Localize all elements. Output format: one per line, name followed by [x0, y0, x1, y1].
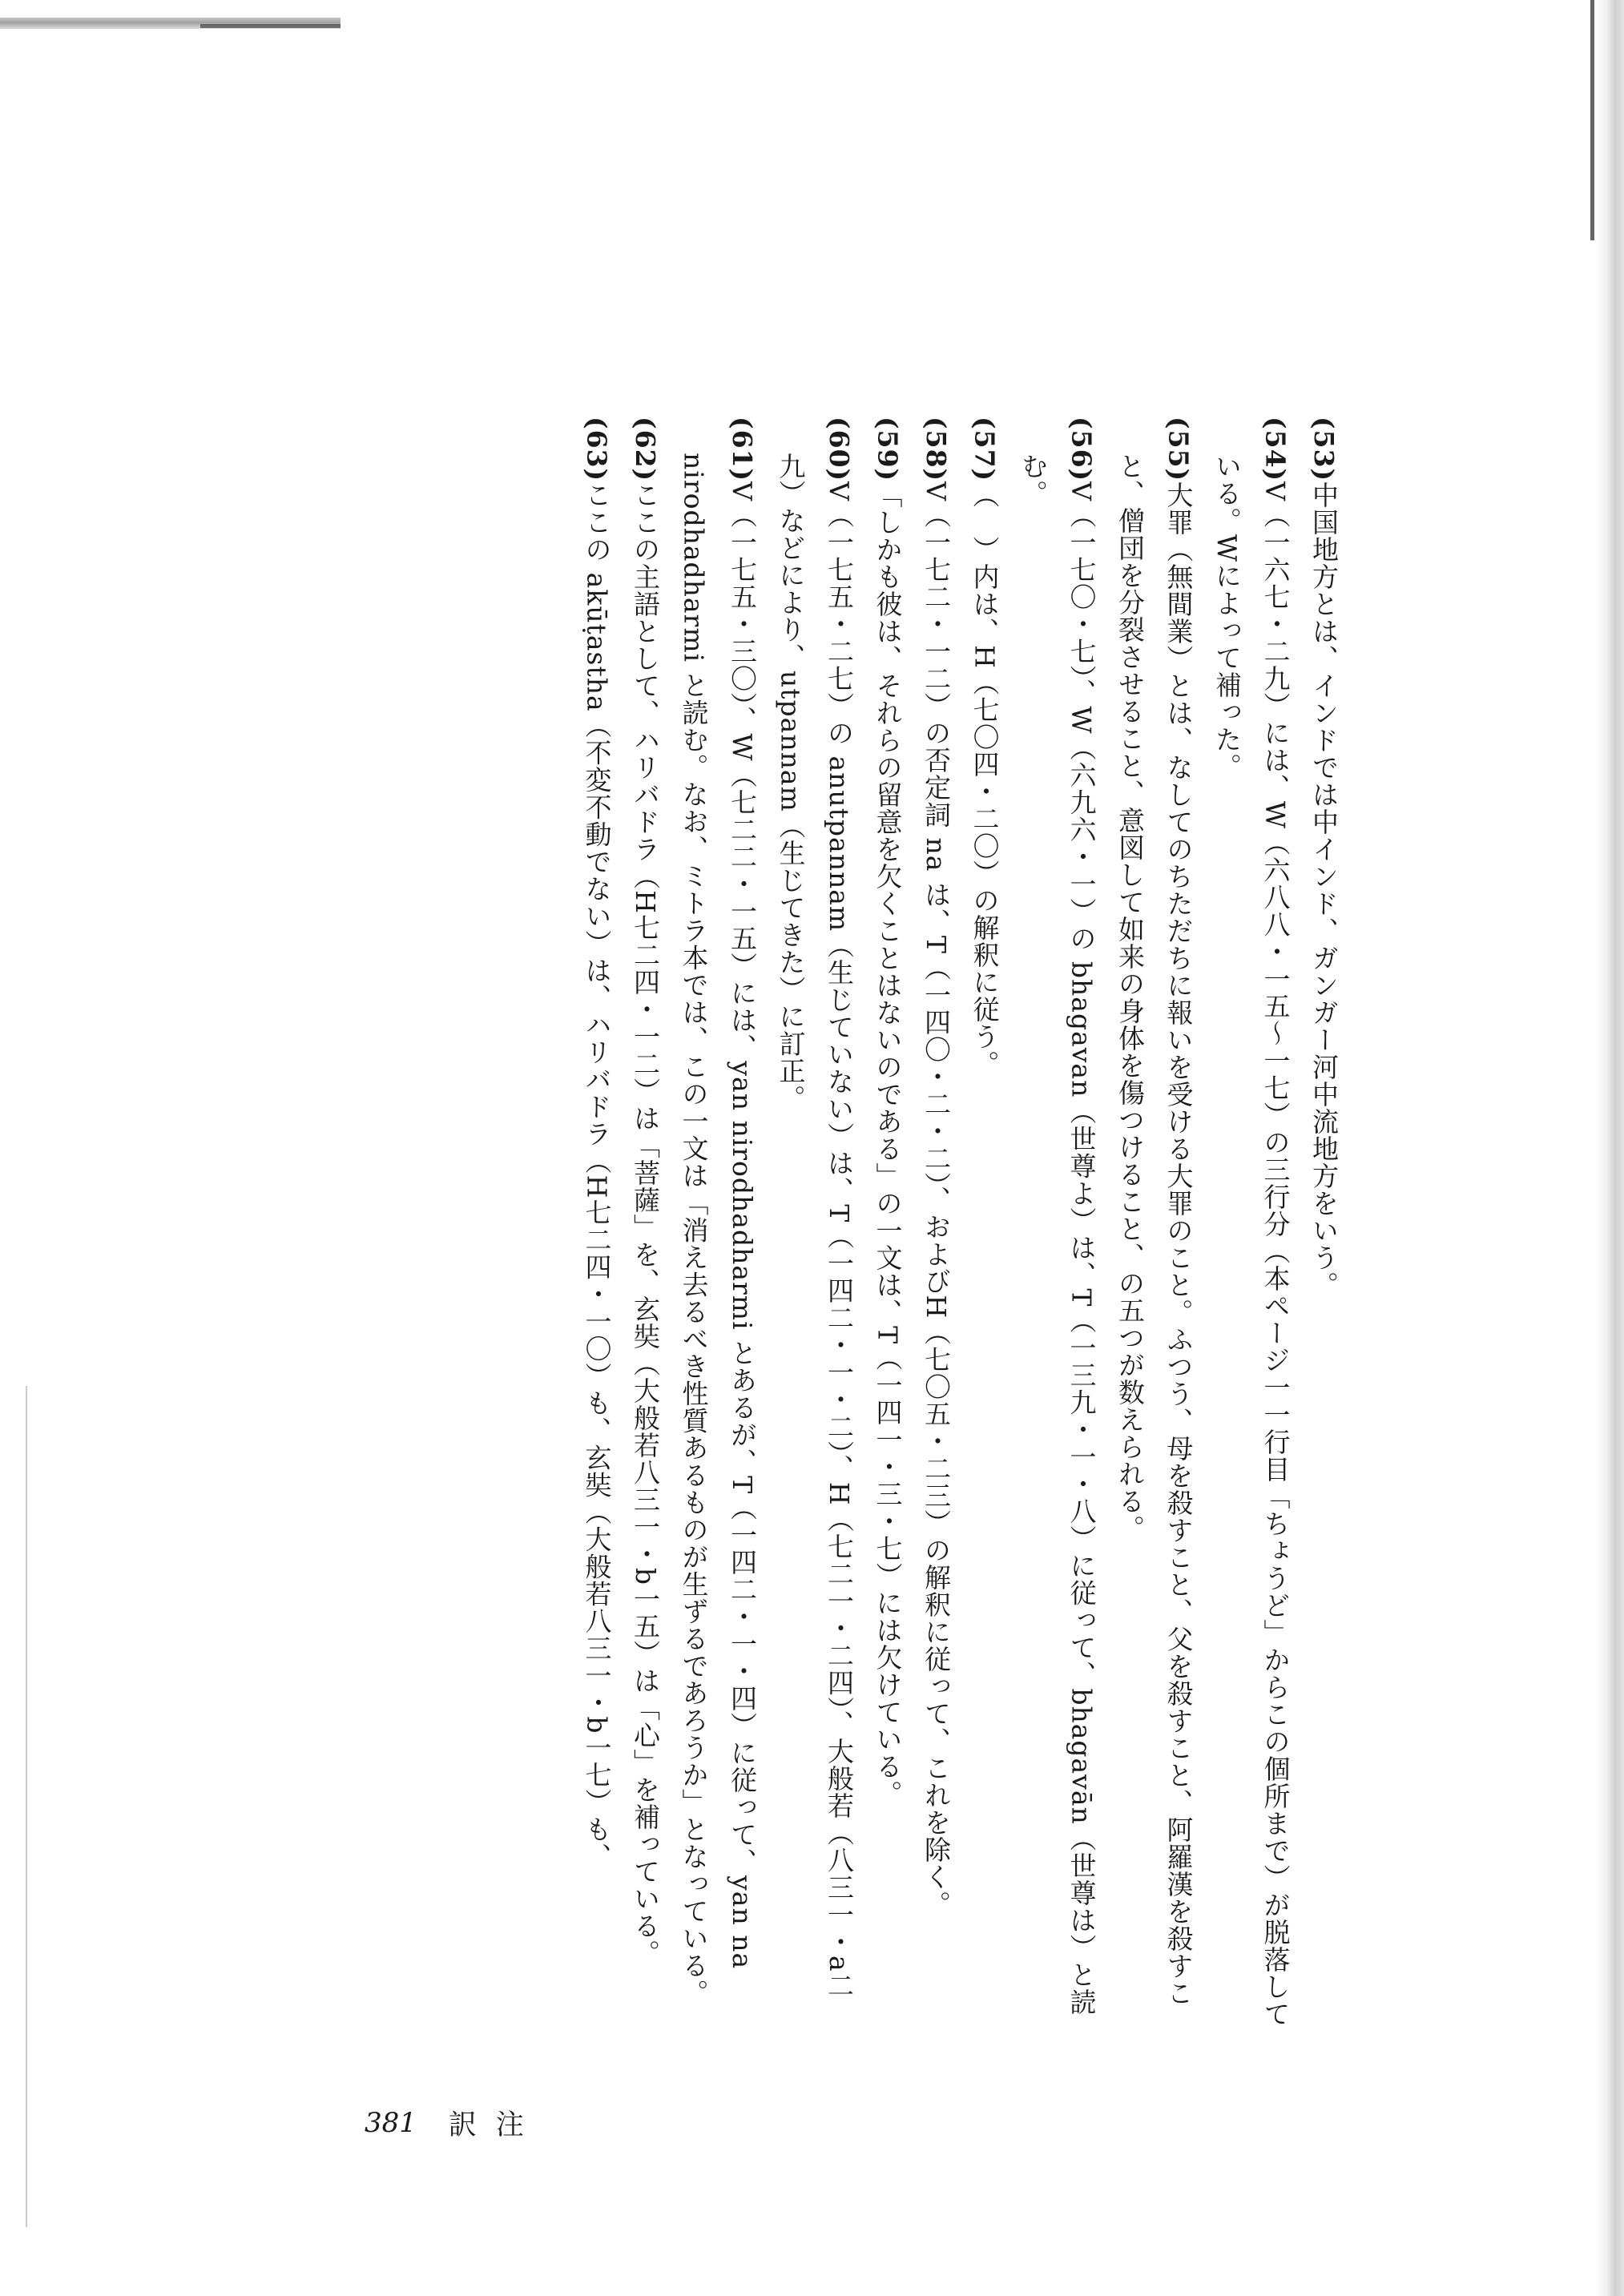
note-text: ここの akūṭastha（不変不動でない）は、ハリバドラ（H七二四・一〇）も、玄奘（大般若八三一・b一七）も、 [581, 481, 613, 1871]
note-number: (62) [630, 417, 661, 482]
note-text: V（一七〇・七）、W（六九六・一）の bhagavan（世尊よ）は、T（一三九・一・八）に従って、bhagavān（世尊は）と読む。 [1018, 452, 1098, 2016]
note-55 [1106, 417, 1203, 2035]
note-text: 大罪（無間業）とは、なしてのちただちに報いを受ける大罪のこと。ふつう、母を殺すこと、父を殺すこと、阿羅漢を殺すこと、僧団を分裂させること、意図して如来の身体を傷つけること、の五つが数えられる。 [1114, 452, 1195, 2008]
note-text: V（一七五・二七）の anutpannam（生じていない）は、T（一四二・一・二）、H（七二一・二四）、大般若（八三一・a二九）などにより、utpannam（生じてきた）に訂正。 [775, 452, 855, 2000]
note-number: (58) [921, 417, 952, 482]
note-text: 「しかも彼は、それらの留意を欠くことはないのである」の一文は、T（一四一・三・七）には欠けている。 [872, 481, 904, 1808]
page-number: 381 [365, 2107, 417, 2139]
note-text: ここの主語として、ハリバドラ（H七二四・一二）は「菩薩」を、玄奘（大般若八三一・b一五）は「心」を補っている。 [630, 481, 661, 1968]
note-62 [621, 417, 670, 2035]
note-53 [1300, 417, 1348, 2035]
note-text: 中国地方とは、インドでは中インド、ガンガー河中流地方をいう。 [1308, 481, 1340, 1299]
note-number: (63) [581, 417, 613, 482]
page-footer [365, 2103, 543, 2143]
scan-artifact-right-line [1590, 0, 1594, 240]
note-61 [669, 417, 766, 2035]
note-number: (60) [824, 417, 855, 482]
note-54 [1203, 417, 1300, 2035]
note-63 [572, 417, 621, 2035]
note-text: V（一六七・二九）には、W（六八八・一五〜一七）の三行分（本ページ一一行目「ちょうど」からこの個所まで）が脱落している。Wによって補った。 [1211, 452, 1292, 2028]
note-text: V（一七五・三〇）、W（七二二・一五）には、yan nirodhadharmi とあるが、T（一四二・一・四）に従って、yan na nirodhadharmi と読む。なお、ミトラ本では、この一文は「消え去るべき性質あるものが生ずるであろうか」となっている。 [678, 452, 758, 2007]
note-number: (61) [727, 417, 758, 482]
note-57 [960, 417, 1009, 2035]
note-text: V（一七二・一二）の否定詞 na は、T（一四〇・二・二）、およびH（七〇五・二三）の解釈に従って、これを除く。 [921, 481, 952, 1919]
note-text: （ ）内は、H（七〇四・二〇）の解釈に従う。 [969, 481, 1001, 1078]
note-number: (56) [1066, 417, 1098, 482]
note-59 [863, 417, 912, 2035]
scan-artifact-left-line [26, 1386, 27, 2227]
note-58 [912, 417, 961, 2035]
note-60 [766, 417, 863, 2035]
running-head: 訳注 [448, 2109, 543, 2141]
note-number: (55) [1163, 417, 1195, 482]
note-number: (59) [872, 417, 904, 482]
note-number: (53) [1308, 417, 1340, 482]
scan-artifact-right-edge [1595, 0, 1624, 2296]
translator-notes [290, 417, 1348, 2035]
note-56 [1009, 417, 1106, 2035]
note-number: (57) [969, 417, 1001, 482]
scan-artifact-top-line [200, 24, 341, 28]
note-number: (54) [1259, 417, 1292, 482]
